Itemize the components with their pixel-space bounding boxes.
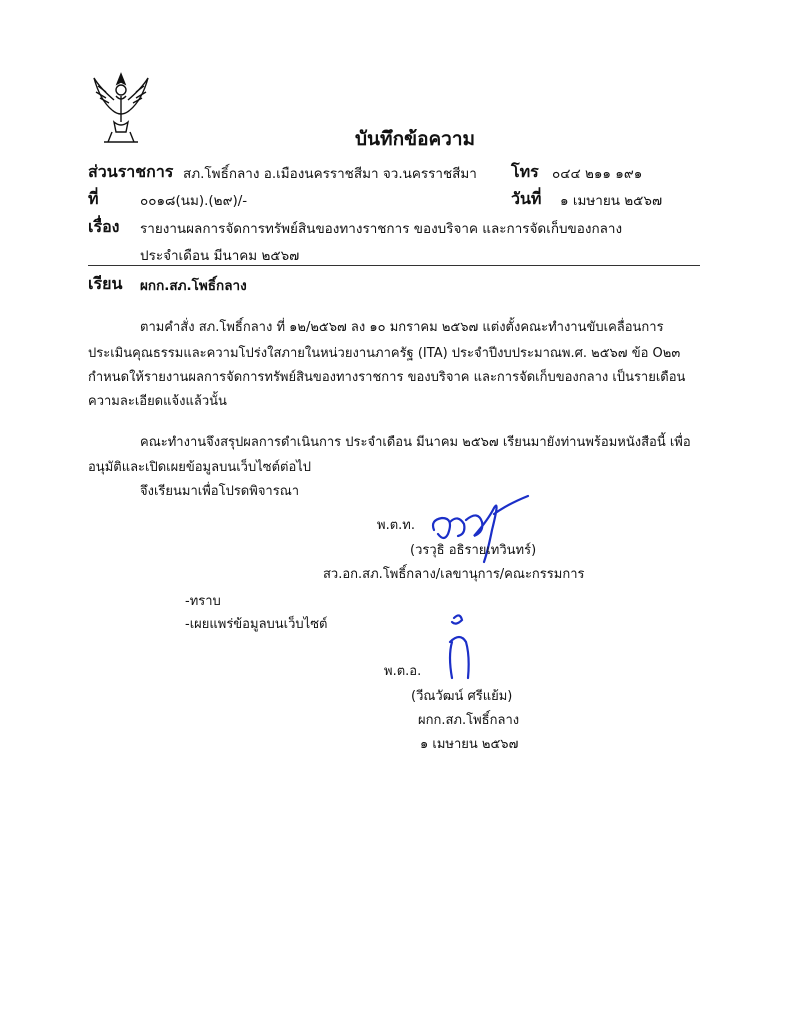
ref-label: ที่ [88,189,99,208]
agency-label: ส่วนราชการ [88,162,174,181]
to-label: เรียน [88,274,123,293]
date-value: ๑ เมษายน ๒๕๖๗ [560,193,663,209]
phone-label: โทร [511,162,539,181]
agency-value: สภ.โพธิ์กลาง อ.เมืองนครราชสีมา จว.นครราชสีมา [183,166,477,182]
signature-1-mark [428,490,538,574]
signature-2-name: (วีณวัฒน์ ศรีแย้ม) [411,689,513,704]
subject-line-1: รายงานผลการจัดการทรัพย์สินของทางราชการ ของบริจาค และการจัดเก็บของกลาง [140,221,623,237]
date-label: วันที่ [511,189,542,208]
signature-1-position: สว.อก.สภ.โพธิ์กลาง/เลขานุการ/คณะกรรมการ [323,567,585,582]
order-item-2: -เผยแพร่ข้อมูลบนเว็บไซต์ [185,617,328,632]
subject-line-2: ประจำเดือน มีนาคม ๒๕๖๗ [140,248,300,264]
ref-value: ๐๐๑๘(นม).(๒๙)/- [140,193,248,209]
memo-title: บันทึกข้อความ [355,128,476,150]
signature-2-mark [440,612,480,686]
signature-2-date: ๑ เมษายน ๒๕๖๗ [420,737,519,752]
subject-label: เรื่อง [88,217,120,236]
header-divider [88,265,700,266]
signature-2-rank: พ.ต.อ. [384,664,422,679]
paragraph-1-line-3: กำหนดให้รายงานผลการจัดการทรัพย์สินของทางราชการ ของบริจาค และการจัดเก็บของกลาง เป็นรายเดือน [88,370,686,385]
paragraph-1-line-4: ความละเอียดแจ้งแล้วนั้น [88,394,227,409]
order-item-1: -ทราบ [185,594,221,609]
paragraph-2-line-1: คณะทำงานจึงสรุปผลการดำเนินการ ประจำเดือน มีนาคม ๒๕๖๗ เรียนมายังท่านพร้อมหนังสือนี้ เพื่อ [140,435,691,450]
garuda-emblem [90,70,152,146]
phone-value: ๐๔๔ ๒๑๑ ๑๙๑ [552,166,643,182]
signature-2-position: ผกก.สภ.โพธิ์กลาง [418,713,520,728]
paragraph-2-line-2: อนุมัติและเปิดเผยข้อมูลบนเว็บไซต์ต่อไป [88,460,312,475]
closing-line: จึงเรียนมาเพื่อโปรดพิจารณา [140,484,300,499]
paragraph-1-line-1: ตามคำสั่ง สภ.โพธิ์กลาง ที่ ๑๒/๒๕๖๗ ลง ๑๐ มกราคม ๒๕๖๗ แต่งตั้งคณะทำงานขับเคลื่อนการ [140,320,664,335]
signature-1-rank: พ.ต.ท. [377,518,415,533]
paragraph-1-line-2: ประเมินคุณธรรมและความโปร่งใสภายในหน่วยงานภาครัฐ (ITA) ประจำปีงบประมาณพ.ศ. ๒๕๖๗ ข้อ O๒๓ [88,346,681,361]
to-value: ผกก.สภ.โพธิ์กลาง [140,278,247,294]
signature-1-name: (วรวุธิ อธิรายเทวินทร์) [410,543,537,558]
